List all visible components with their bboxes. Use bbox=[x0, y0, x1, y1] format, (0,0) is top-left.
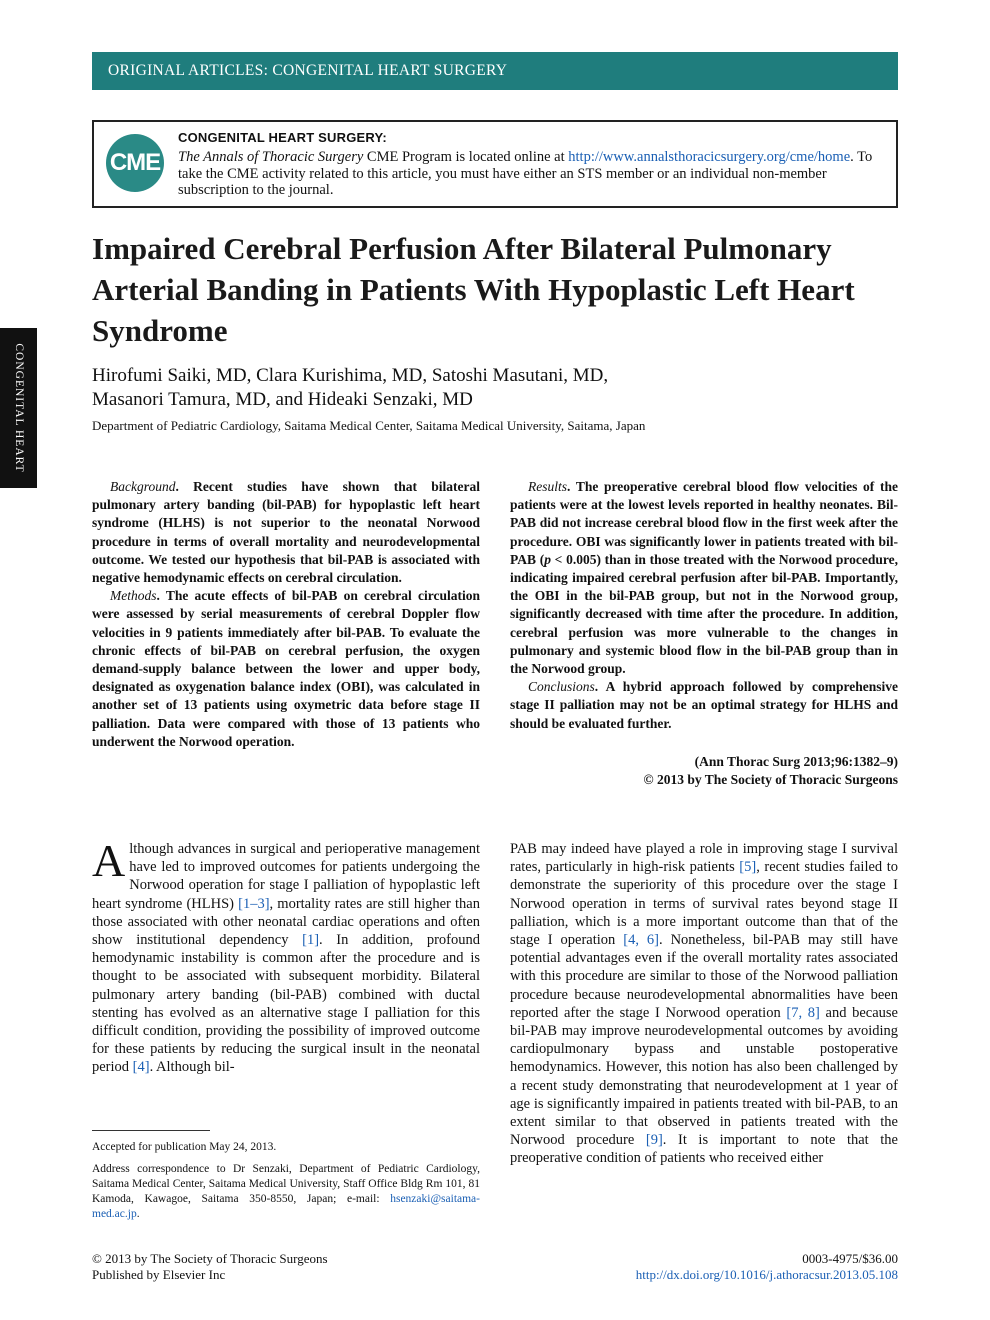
article-title: Impaired Cerebral Perfusion After Bilateral Pulmonary Arterial Banding in Patients With Hypoplastic Left Heart Syndrome bbox=[92, 231, 855, 348]
background-text: . Recent studies have shown that bilateral pulmonary artery banding (bil-PAB) for hypoplastic left heart syndrome (HLHS) is not superior to the neonatal Norwood procedure in terms of overall mortality and neurodevelopmental outcome. We tested our hypothesis that bil-PAB is associated with negative hemodynamic effects on cerebral circulation. bbox=[92, 479, 480, 586]
abstract-copyright: © 2013 by The Society of Thoracic Surgeons bbox=[643, 772, 898, 788]
ref-link-9[interactable]: [9] bbox=[645, 1132, 663, 1149]
conclusions-text: . A hybrid approach followed by comprehensive stage II palliation may not be an optimal strategy for HLHS and should be evaluated further. bbox=[510, 679, 898, 731]
cme-url-link[interactable]: http://www.annalsthoracicsurgery.org/cme/home bbox=[568, 149, 851, 165]
abstract-methods bbox=[92, 587, 480, 751]
doi-link[interactable]: http://dx.doi.org/10.1016/j.athoracsur.2013.05.108 bbox=[635, 1266, 898, 1282]
ref-link-5[interactable]: [5] bbox=[739, 859, 757, 876]
body-paragraph-2 bbox=[510, 840, 898, 1168]
body-paragraph-1 bbox=[92, 835, 480, 1077]
footnote-address-end: . bbox=[136, 1208, 140, 1220]
drop-cap: A bbox=[92, 835, 126, 886]
body-left-text-3: . In addition, profound hemodynamic instability is common after the procedure and is thought to be associated with subsequent morbidity. Bilateral pulmonary artery banding (bil-PAB) combined with ductal stenting has evolved as an alternative stage I palliation for this difficult condition, providing the possibility of improved outcome for these patients by reducing the surgical insult in the neonatal period bbox=[92, 932, 480, 1076]
ref-link-4-6[interactable]: [4, 6] bbox=[623, 932, 659, 949]
side-tab-label: CONGENITAL HEART bbox=[13, 343, 25, 473]
body-left-text-4: . Although bil- bbox=[149, 1059, 235, 1076]
ref-link-1-3[interactable]: [1–3] bbox=[238, 895, 270, 912]
cme-text-part1: CME Program is located online at bbox=[363, 149, 569, 165]
abstract-conclusions bbox=[510, 678, 898, 733]
cme-logo: CME bbox=[106, 134, 164, 192]
email-link[interactable]: hsenzaki@saitama-med.ac.jp bbox=[92, 1193, 480, 1220]
body-left-column bbox=[92, 835, 480, 1077]
ref-link-1[interactable]: [1] bbox=[302, 932, 320, 949]
background-label: Background bbox=[110, 479, 176, 494]
cme-journal: The Annals of Thoracic Surgery bbox=[178, 149, 364, 165]
footnote-accepted: Accepted for publication May 24, 2013. bbox=[92, 1141, 277, 1153]
footnote-address-text: Address correspondence to Dr Senzaki, Department of Pediatric Cardiology, Saitama Medical Center, Saitama Medical University, Staff Office Bldg Rm 101, 81 Kamoda, Kawagoe, Saitama 350-8550, Japan; e-mail: bbox=[92, 1163, 480, 1205]
results-text-a: . The preoperative cerebral blood flow velocities of the patients were at the lowest levels reported in healthy neonates. Bil-PAB did not increase cerebral blood flow in the first week after the procedure. OBI was significantly lower in patients treated with bil-PAB ( bbox=[510, 479, 898, 567]
methods-text: . The acute effects of bil-PAB on cerebral circulation were assessed by serial measurements of cerebral Doppler flow velocities in 9 patients immediately after bil-PAB. To evaluate the chronic effects of bil-PAB on cerebral perfusion, the oxygen demand-supply balance between the lower and upper body, designated as oxygenation balance index (OBI), was calculated in another set of 13 patients using oxymetric data before stage II palliation. Data were compared with those of 13 patients who underwent the Norwood operation. bbox=[92, 588, 480, 749]
p-symbol: p bbox=[544, 551, 551, 567]
results-text-b: < 0.005) than in those treated with the Norwood procedure, indicating impaired cerebral perfusion after bil-PAB. Importantly, the OBI in the bil-PAB group, but not in the Norwood group, significantly decreased with time after the procedure. In addition, cerebral perfusion was more vulnerable to the changes in pulmonary and systemic blood flow in the bil-PAB group than in the Norwood group. bbox=[510, 551, 899, 677]
authors-line-1: Hirofumi Saiki, MD, Clara Kurishima, MD, Satoshi Masutani, MD, bbox=[92, 365, 609, 386]
footer-publisher: Published by Elsevier Inc bbox=[92, 1266, 226, 1282]
abstract-left-column bbox=[92, 478, 480, 751]
conclusions-label: Conclusions bbox=[528, 679, 595, 695]
citation: (Ann Thorac Surg 2013;96:1382–9) bbox=[694, 753, 898, 769]
footer-copyright: © 2013 by The Society of Thoracic Surgeons bbox=[92, 1251, 328, 1266]
ref-link-4[interactable]: [4] bbox=[132, 1059, 150, 1076]
abstract-results bbox=[510, 478, 898, 678]
abstract-background bbox=[92, 478, 480, 587]
footer-left bbox=[92, 1251, 328, 1282]
authors-line-2: Masanori Tamura, MD, and Hideaki Senzaki, MD bbox=[92, 389, 473, 410]
cme-text bbox=[178, 149, 884, 199]
body-left-text-1: lthough advances in surgical and perioperative management have led to improved outcomes for patients undergoing the Norwood operation for stage I palliation of hypoplastic left heart syndrome (HLHS) bbox=[92, 841, 480, 912]
footer-right bbox=[636, 1251, 898, 1282]
results-label: Results bbox=[528, 479, 567, 494]
methods-label: Methods bbox=[110, 588, 157, 604]
footnote-address bbox=[92, 1162, 480, 1222]
ref-link-7-8[interactable]: [7, 8] bbox=[786, 1004, 820, 1021]
body-left-text-2: , mortality rates are still higher than those associated with other neonatal cardiac operations and often show institutional dependency bbox=[92, 895, 480, 949]
cme-heading: CONGENITAL HEART SURGERY: bbox=[178, 130, 387, 145]
body-right-text-4: and because bil-PAB may improve neurodevelopmental outcomes by avoiding cardiopulmonary bypass and unstable postoperative hemodynamics. However, this notion has also been challenged by a recent study demonstrating that neurodevelopment at 1 year of age is significantly impaired in patients treated with bil-PAB, to an extent similar to that observed in patients treated with the Norwood procedure bbox=[510, 1004, 898, 1149]
body-right-text-5: . It is important to note that the preoperative condition of patients who received either bbox=[510, 1132, 898, 1167]
footnote-rule bbox=[92, 1130, 210, 1131]
affiliation: Department of Pediatric Cardiology, Saitama Medical Center, Saitama Medical University, Saitama, Japan bbox=[92, 418, 646, 433]
authors bbox=[92, 364, 792, 412]
abstract-right-column bbox=[510, 478, 898, 789]
body-right-text-3: . Nonetheless, bil-PAB may still have potential advantages even if the overall mortality rates associated with this procedure are similar to those of the Norwood palliation procedure because neurodevelopmental abnormalities have been reported after the stage I Norwood operation bbox=[510, 932, 898, 1021]
body-right-text-2: , recent studies failed to demonstrate the superiority of this procedure over the stage I Norwood operation in terms of survival rates beyond stage II palliation, which is a more important outcome than that of the stage I operation bbox=[510, 859, 899, 949]
footer-issn-price: 0003-4975/$36.00 bbox=[802, 1251, 898, 1266]
section-banner: ORIGINAL ARTICLES: CONGENITAL HEART SURGERY bbox=[92, 52, 898, 90]
body-right-column bbox=[510, 840, 898, 1168]
body-right-text-1: PAB may indeed have played a role in improving stage I survival rates, particularly in high-risk patients bbox=[510, 841, 898, 876]
cme-text-part2: . To take the CME activity related to this article, you must have either an STS member or an individual non-member subscription to the journal. bbox=[178, 149, 873, 198]
